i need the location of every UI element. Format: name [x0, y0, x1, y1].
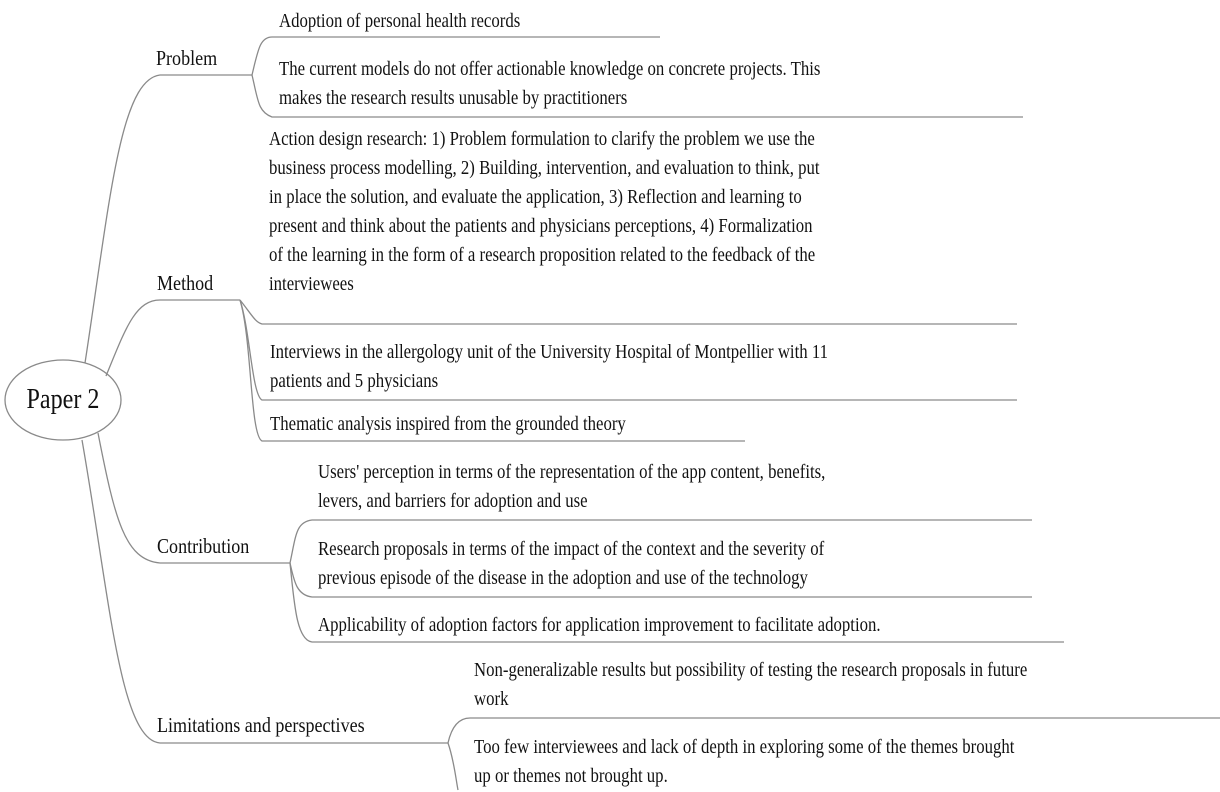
- branch-label-contribution: Contribution: [157, 534, 250, 558]
- method-item-1-line-6: interviewees: [269, 274, 354, 295]
- contribution-item-2: [318, 535, 824, 593]
- method-item-3-line-1: Thematic analysis inspired from the grounded theory: [270, 414, 626, 435]
- method-item-1-line-1: Action design research: 1) Problem formulation to clarify the problem we use the: [269, 129, 815, 150]
- method-item-3: [270, 410, 626, 439]
- problem-item-1-line-1: Adoption of personal health records: [279, 11, 521, 32]
- contribution-item-3: [318, 611, 881, 640]
- connector-root-method: [106, 300, 240, 376]
- problem-item-1: [279, 7, 520, 36]
- limitations-item-2-line-1: Too few interviewees and lack of depth in exploring some of the themes brought: [474, 737, 1015, 758]
- limitations-item-2: [474, 733, 1014, 791]
- problem-item-2: [279, 55, 820, 113]
- branch-label-limitations: Limitations and perspectives: [157, 713, 365, 737]
- limitations-item-1-line-1: Non-generalizable results but possibility of testing the research proposals in future: [474, 660, 1028, 681]
- branch-label-problem: Problem: [156, 46, 218, 70]
- method-item-1-line-4: present and think about the patients and physicians perceptions, 4) Formalization: [269, 216, 813, 237]
- branch-label-method: Method: [157, 271, 214, 295]
- method-item-1-line-5: of the learning in the form of a research proposition related to the feedback of the: [269, 245, 816, 266]
- limitations-item-1-line-2: work: [474, 689, 509, 710]
- method-item-1-line-2: business process modelling, 2) Building, intervention, and evaluation to think, put: [269, 158, 820, 179]
- method-item-1: [269, 125, 820, 299]
- limitations-item-1: [474, 656, 1027, 714]
- problem-item-2-line-1: The current models do not offer actionable knowledge on concrete projects. This: [279, 59, 821, 80]
- method-item-1-line-3: in place the solution, and evaluate the application, 3) Reflection and learning to: [269, 187, 802, 208]
- method-item-2-line-1: Interviews in the allergology unit of the University Hospital of Montpellier with 11: [270, 342, 828, 363]
- contribution-item-2-line-2: previous episode of the disease in the adoption and use of the technology: [318, 568, 808, 589]
- method-item-2-line-2: patients and 5 physicians: [270, 371, 439, 392]
- contribution-item-3-line-1: Applicability of adoption factors for application improvement to facilitate adoption.: [318, 615, 881, 636]
- connector-method-item-1: [240, 300, 1017, 324]
- connector-limitations-item-2: [448, 743, 458, 790]
- contribution-item-1-line-2: levers, and barriers for adoption and use: [318, 491, 588, 512]
- connector-root-problem: [85, 75, 252, 363]
- contribution-item-2-line-1: Research proposals in terms of the impact of the context and the severity of: [318, 539, 825, 560]
- method-item-2: [270, 338, 828, 396]
- limitations-item-2-line-2: up or themes not brought up.: [474, 766, 668, 787]
- problem-item-2-line-2: makes the research results unusable by practitioners: [279, 88, 628, 109]
- contribution-item-1: [318, 458, 825, 516]
- root-node-label: Paper 2: [26, 384, 100, 415]
- contribution-item-1-line-1: Users' perception in terms of the representation of the app content, benefits,: [318, 462, 826, 483]
